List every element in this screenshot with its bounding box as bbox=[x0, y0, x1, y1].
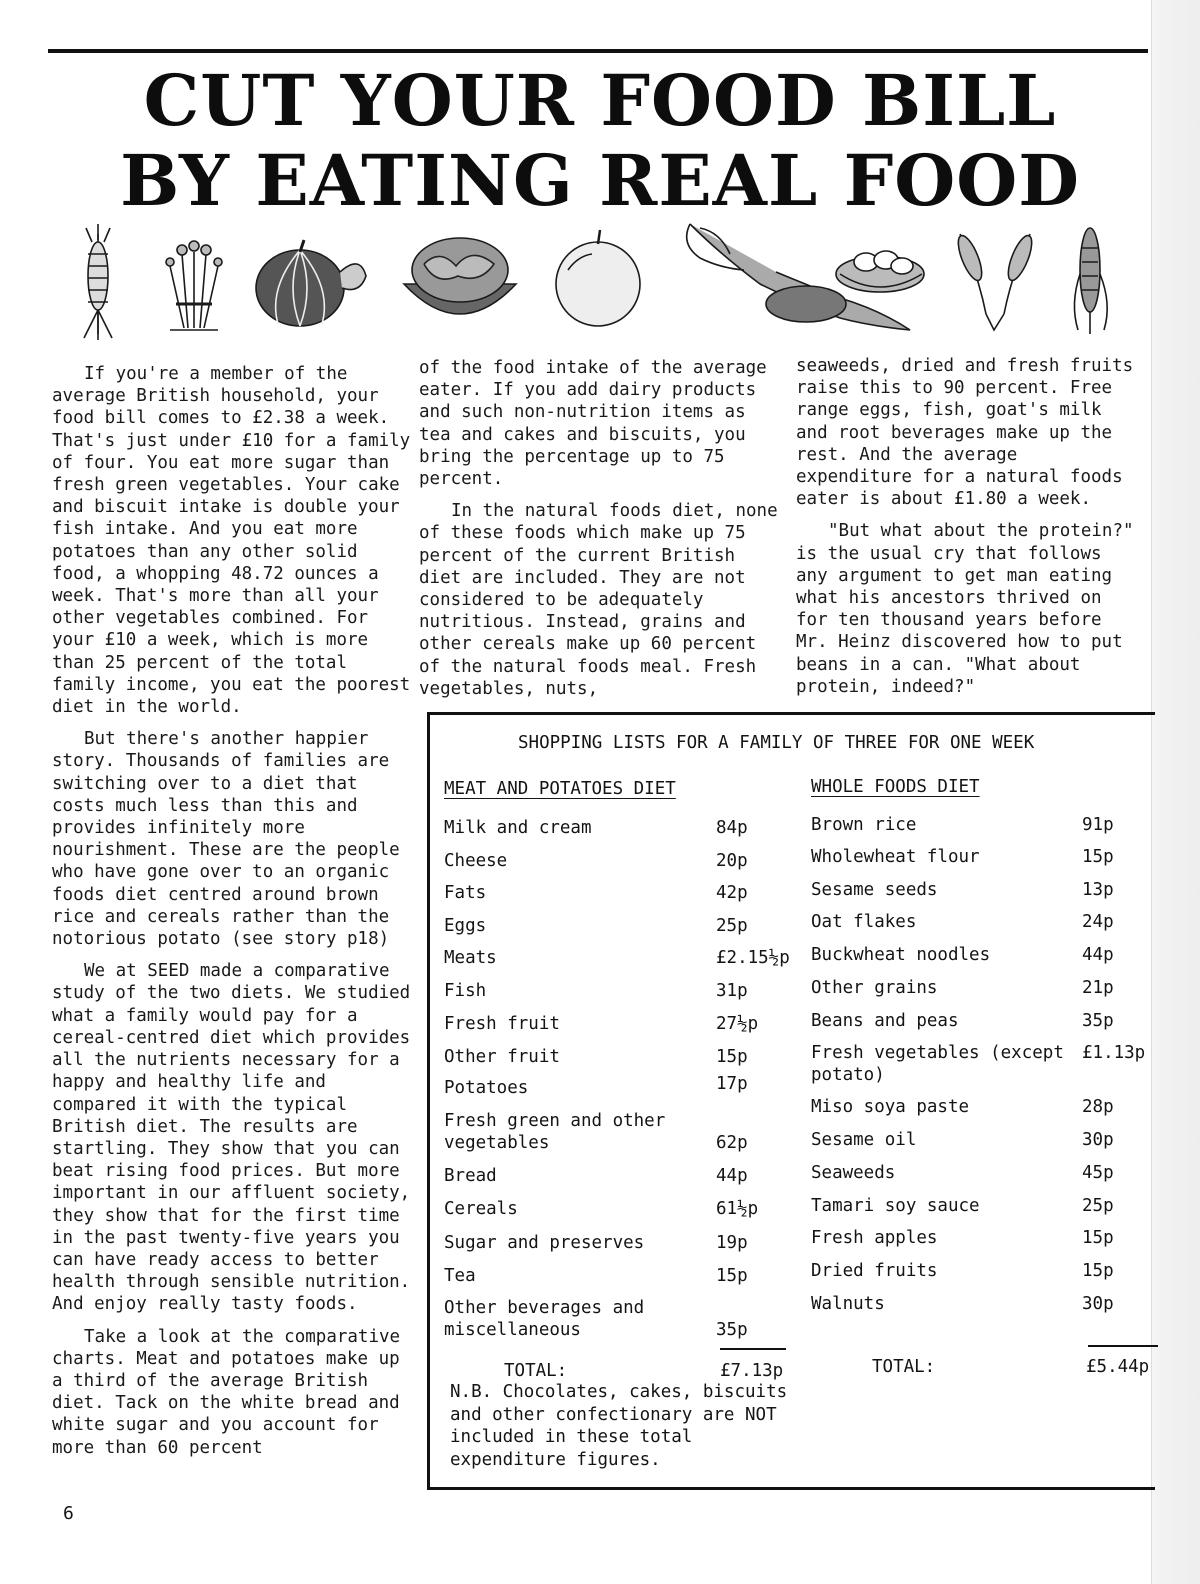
item-name: Oat flakes bbox=[811, 912, 917, 932]
item-name: Fresh green and other vegetables bbox=[444, 1111, 666, 1153]
food-illustration-strip bbox=[0, 214, 1150, 344]
item-name: Dried fruits bbox=[811, 1261, 938, 1281]
item-name: Cheese bbox=[444, 851, 508, 871]
headline-line-2: BY EATING REAL FOOD bbox=[120, 139, 1080, 222]
item-amount: 17p bbox=[716, 1074, 748, 1094]
item-amount: 30p bbox=[1082, 1130, 1114, 1150]
item-amount: 42p bbox=[716, 883, 748, 903]
article-paragraph: of the food intake of the average eater. If you add dairy products and such non-nutrition items as tea and cakes and biscuits, you bring the percentage up to 75 percent. bbox=[419, 358, 767, 490]
item-amount: 62p bbox=[716, 1133, 748, 1153]
item-name: Tamari soy sauce bbox=[811, 1196, 980, 1216]
item-name: Miso soya paste bbox=[811, 1097, 970, 1117]
article-paragraph: If you're a member of the average British household, your food bill comes to £2.38 a week. That's just under £10 for a family of four. You eat more sugar than fresh green vegetables. Your cake and biscuit intake is double your fish intake. And you eat more potatoes than any other solid food, a whopping 48.72 ounces a week. That's more than all your other vegetables combined. For your £10 a week, which is more than 25 percent of the total family income, you eat the poorest diet in the world. bbox=[52, 364, 411, 718]
item-name: Cereals bbox=[444, 1199, 518, 1219]
pumpkin-icon bbox=[256, 240, 366, 326]
item-name: Fresh apples bbox=[811, 1228, 938, 1248]
item-amount: 31p bbox=[716, 981, 748, 1001]
item-name: Fresh fruit bbox=[444, 1014, 560, 1034]
meat-diet-heading: MEAT AND POTATOES DIET bbox=[444, 779, 676, 799]
meat-total-value: £7.13p bbox=[720, 1361, 784, 1381]
article-paragraph: "But what about the protein?" is the usual cry that follows any argument to get man eating what his ancestors thrived on for ten thousand years before Mr. Heinz discovered how to put beans in a can. "What about protein, indeed?" bbox=[796, 521, 1134, 697]
item-amount: 27½p bbox=[716, 1014, 759, 1034]
item-amount: 44p bbox=[716, 1166, 748, 1186]
item-amount: 15p bbox=[716, 1047, 748, 1067]
article-column-3 bbox=[796, 355, 1141, 708]
shopping-list-title: SHOPPING LISTS FOR A FAMILY OF THREE FOR ONE WEEK bbox=[518, 733, 1035, 753]
item-name: Other fruit bbox=[444, 1047, 560, 1067]
item-amount: 25p bbox=[1082, 1196, 1114, 1216]
corn-cob-icon bbox=[1074, 228, 1107, 334]
top-rule bbox=[48, 49, 1148, 53]
item-name: Wholewheat flour bbox=[811, 847, 980, 867]
whole-total-label: TOTAL: bbox=[872, 1357, 936, 1377]
article-paragraph: In the natural foods diet, none of these foods which make up 75 percent of the current British diet are included. They are not considered to be adequately nutritious. Instead, grains and other cereals make up 60 percent of the natural foods meal. Fresh vegetables, nuts, bbox=[419, 501, 778, 699]
item-amount: 61½p bbox=[716, 1199, 759, 1219]
meat-total-label: TOTAL: bbox=[504, 1361, 568, 1381]
item-amount: 35p bbox=[1082, 1011, 1114, 1031]
item-amount: 24p bbox=[1082, 912, 1114, 932]
item-name: Beans and peas bbox=[811, 1011, 959, 1031]
article-paragraph: seaweeds, dried and fresh fruits raise this to 90 percent. Free range eggs, fish, goat's milk and root beverages make up the rest. And the average expenditure for a natural foods eater is about £1.80 a week. bbox=[796, 356, 1134, 510]
item-amount: 21p bbox=[1082, 978, 1114, 998]
item-amount: 35p bbox=[716, 1320, 748, 1340]
item-name: Other beverages and miscellaneous bbox=[444, 1298, 645, 1340]
item-name: Brown rice bbox=[811, 815, 917, 835]
article-column-2 bbox=[419, 357, 779, 710]
item-amount: 25p bbox=[716, 916, 748, 936]
article-paragraph: We at SEED made a comparative study of the two diets. We studied what a family would pay for a cereal-centred diet which provides all the nutrients necessary for a happy and healthy life and compared it with the typical British diet. The results are startling. They show that you can beat rising food prices. But more important in our affluent society, they show that for the first time in the past twenty-five years you can have ready access to better health through sensible nutrition. And enjoy really tasty foods. bbox=[52, 961, 411, 1315]
item-name: Fats bbox=[444, 883, 487, 903]
item-amount: 20p bbox=[716, 851, 748, 871]
item-amount: 15p bbox=[1082, 1228, 1114, 1248]
item-name: Milk and cream bbox=[444, 818, 592, 838]
item-amount: 19p bbox=[716, 1233, 748, 1253]
item-name: Fish bbox=[444, 981, 487, 1001]
item-amount: 91p bbox=[1082, 815, 1114, 835]
item-name: Sesame oil bbox=[811, 1130, 917, 1150]
item-name: Seaweeds bbox=[811, 1163, 896, 1183]
eggs-nest-icon bbox=[836, 251, 924, 292]
meat-total-rule bbox=[720, 1348, 786, 1350]
item-amount: 15p bbox=[1082, 1261, 1114, 1281]
item-name: Bread bbox=[444, 1166, 497, 1186]
item-name: Sugar and preserves bbox=[444, 1233, 645, 1253]
whole-diet-heading: WHOLE FOODS DIET bbox=[811, 777, 980, 797]
walnut-icon bbox=[404, 238, 516, 314]
item-name: Sesame seeds bbox=[811, 880, 938, 900]
item-name: Eggs bbox=[444, 916, 487, 936]
item-name: Walnuts bbox=[811, 1294, 885, 1314]
item-name: Meats bbox=[444, 948, 497, 968]
page-edge bbox=[1151, 0, 1200, 1584]
item-amount: 84p bbox=[716, 818, 748, 838]
item-amount: 30p bbox=[1082, 1294, 1114, 1314]
nb-note: N.B. Chocolates, cakes, biscuits and other confectionary are NOT included in these total expenditure figures. bbox=[450, 1382, 788, 1470]
wheat-sheaf-icon bbox=[166, 241, 222, 330]
item-name: Fresh vegetables (except potato) bbox=[811, 1043, 1064, 1085]
corn-icon bbox=[84, 224, 112, 340]
item-amount: £2.15½p bbox=[716, 948, 790, 968]
item-amount: 15p bbox=[716, 1266, 748, 1286]
page-number: 6 bbox=[63, 1503, 74, 1524]
item-amount: 15p bbox=[1082, 847, 1114, 867]
item-amount: 44p bbox=[1082, 945, 1114, 965]
whole-total-rule bbox=[1088, 1345, 1158, 1347]
article-paragraph: Take a look at the comparative charts. Meat and potatoes make up a third of the average British diet. Tack on the white bread and white sugar and you account for more than 60 percent bbox=[52, 1326, 401, 1458]
whole-total-value: £5.44p bbox=[1086, 1357, 1150, 1377]
item-name: Tea bbox=[444, 1266, 476, 1286]
item-name: Potatoes bbox=[444, 1078, 529, 1098]
item-amount: 28p bbox=[1082, 1097, 1114, 1117]
apple-icon bbox=[556, 230, 640, 326]
item-amount: £1.13p bbox=[1082, 1043, 1146, 1063]
article-column-1 bbox=[52, 363, 412, 1469]
wheat-ears-icon bbox=[954, 233, 1037, 330]
headline-line-1: CUT YOUR FOOD BILL bbox=[143, 59, 1057, 142]
shopping-list-table bbox=[427, 712, 1155, 1490]
article-paragraph: But there's another happier story. Thousands of families are switching over to a diet that costs much less than this and provides infinitely more nourishment. These are the people who have gone over to an organic foods diet centred around brown rice and cereals rather than the notorious potato (see story p18) bbox=[52, 729, 400, 950]
item-name: Other grains bbox=[811, 978, 938, 998]
item-amount: 13p bbox=[1082, 880, 1114, 900]
item-name: Buckwheat noodles bbox=[811, 945, 991, 965]
item-amount: 45p bbox=[1082, 1163, 1114, 1183]
